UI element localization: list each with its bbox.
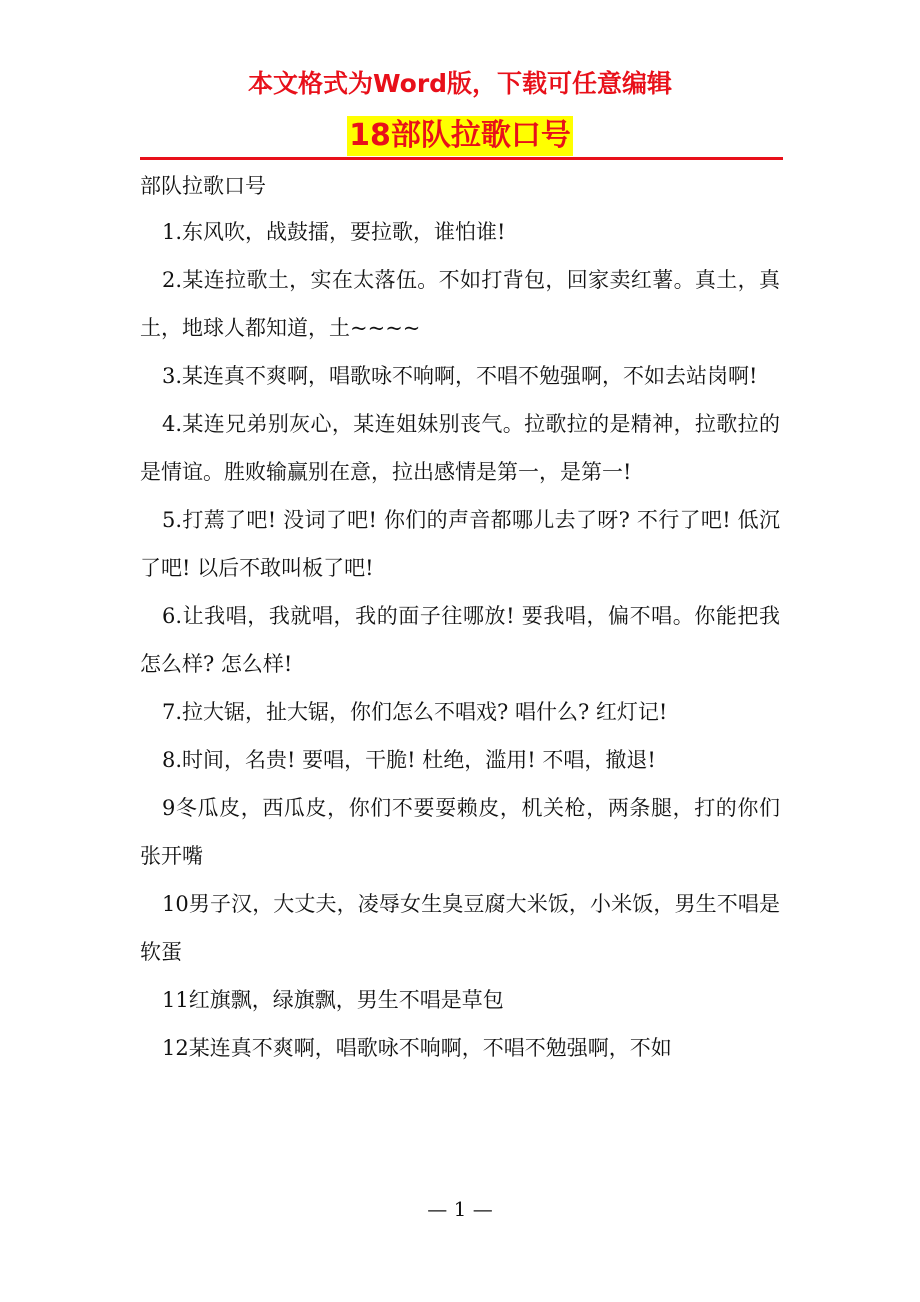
slogan-paragraph: 7.拉大锯，扯大锯，你们怎么不唱戏? 唱什么? 红灯记! xyxy=(162,700,668,724)
slogan-paragraph: 1.东风吹，战鼓擂，要拉歌，谁怕谁! xyxy=(162,220,506,244)
body-heading: 部队拉歌口号 xyxy=(140,174,266,198)
slogan-paragraph: 12某连真不爽啊，唱歌咏不响啊，不唱不勉强啊，不如 xyxy=(162,1036,672,1060)
format-notice: 本文格式为Word版，下载可任意编辑 xyxy=(247,69,673,98)
slogan-paragraph: 5.打蔫了吧! 没词了吧! 你们的声音都哪儿去了呀? 不行了吧! 低沉了吧! 以后不敢叫板了吧! xyxy=(140,508,780,580)
page-number: — 1 — xyxy=(427,1197,493,1221)
slogan-paragraph: 2.某连拉歌土，实在太落伍。不如打背包，回家卖红薯。真土，真土，地球人都知道，土~~~~ xyxy=(140,268,780,340)
slogan-paragraph: 3.某连真不爽啊，唱歌咏不响啊，不唱不勉强啊，不如去站岗啊! xyxy=(162,364,758,388)
document-title: 18部队拉歌口号 xyxy=(347,116,573,156)
title-wrap xyxy=(0,116,920,156)
slogan-paragraph: 4.某连兄弟别灰心，某连姐妹别丧气。拉歌拉的是精神，拉歌拉的是情谊。胜败输赢别在意，拉出感情是第一，是第一! xyxy=(140,412,780,484)
title-divider xyxy=(140,157,783,160)
slogan-paragraph: 9冬瓜皮，西瓜皮，你们不要耍赖皮，机关枪，两条腿，打的你们张开嘴 xyxy=(140,796,780,868)
slogan-paragraph: 8.时间，名贵! 要唱，干脆! 杜绝，滥用! 不唱，撤退! xyxy=(162,748,656,772)
document-body xyxy=(140,164,780,1072)
slogan-paragraph: 11红旗飘，绿旗飘，男生不唱是草包 xyxy=(162,988,504,1012)
slogan-paragraph: 10男子汉，大丈夫，凌辱女生臭豆腐大米饭，小米饭，男生不唱是软蛋 xyxy=(140,892,780,964)
slogan-paragraph: 6.让我唱，我就唱，我的面子往哪放! 要我唱，偏不唱。你能把我怎么样? 怎么样! xyxy=(140,604,780,676)
